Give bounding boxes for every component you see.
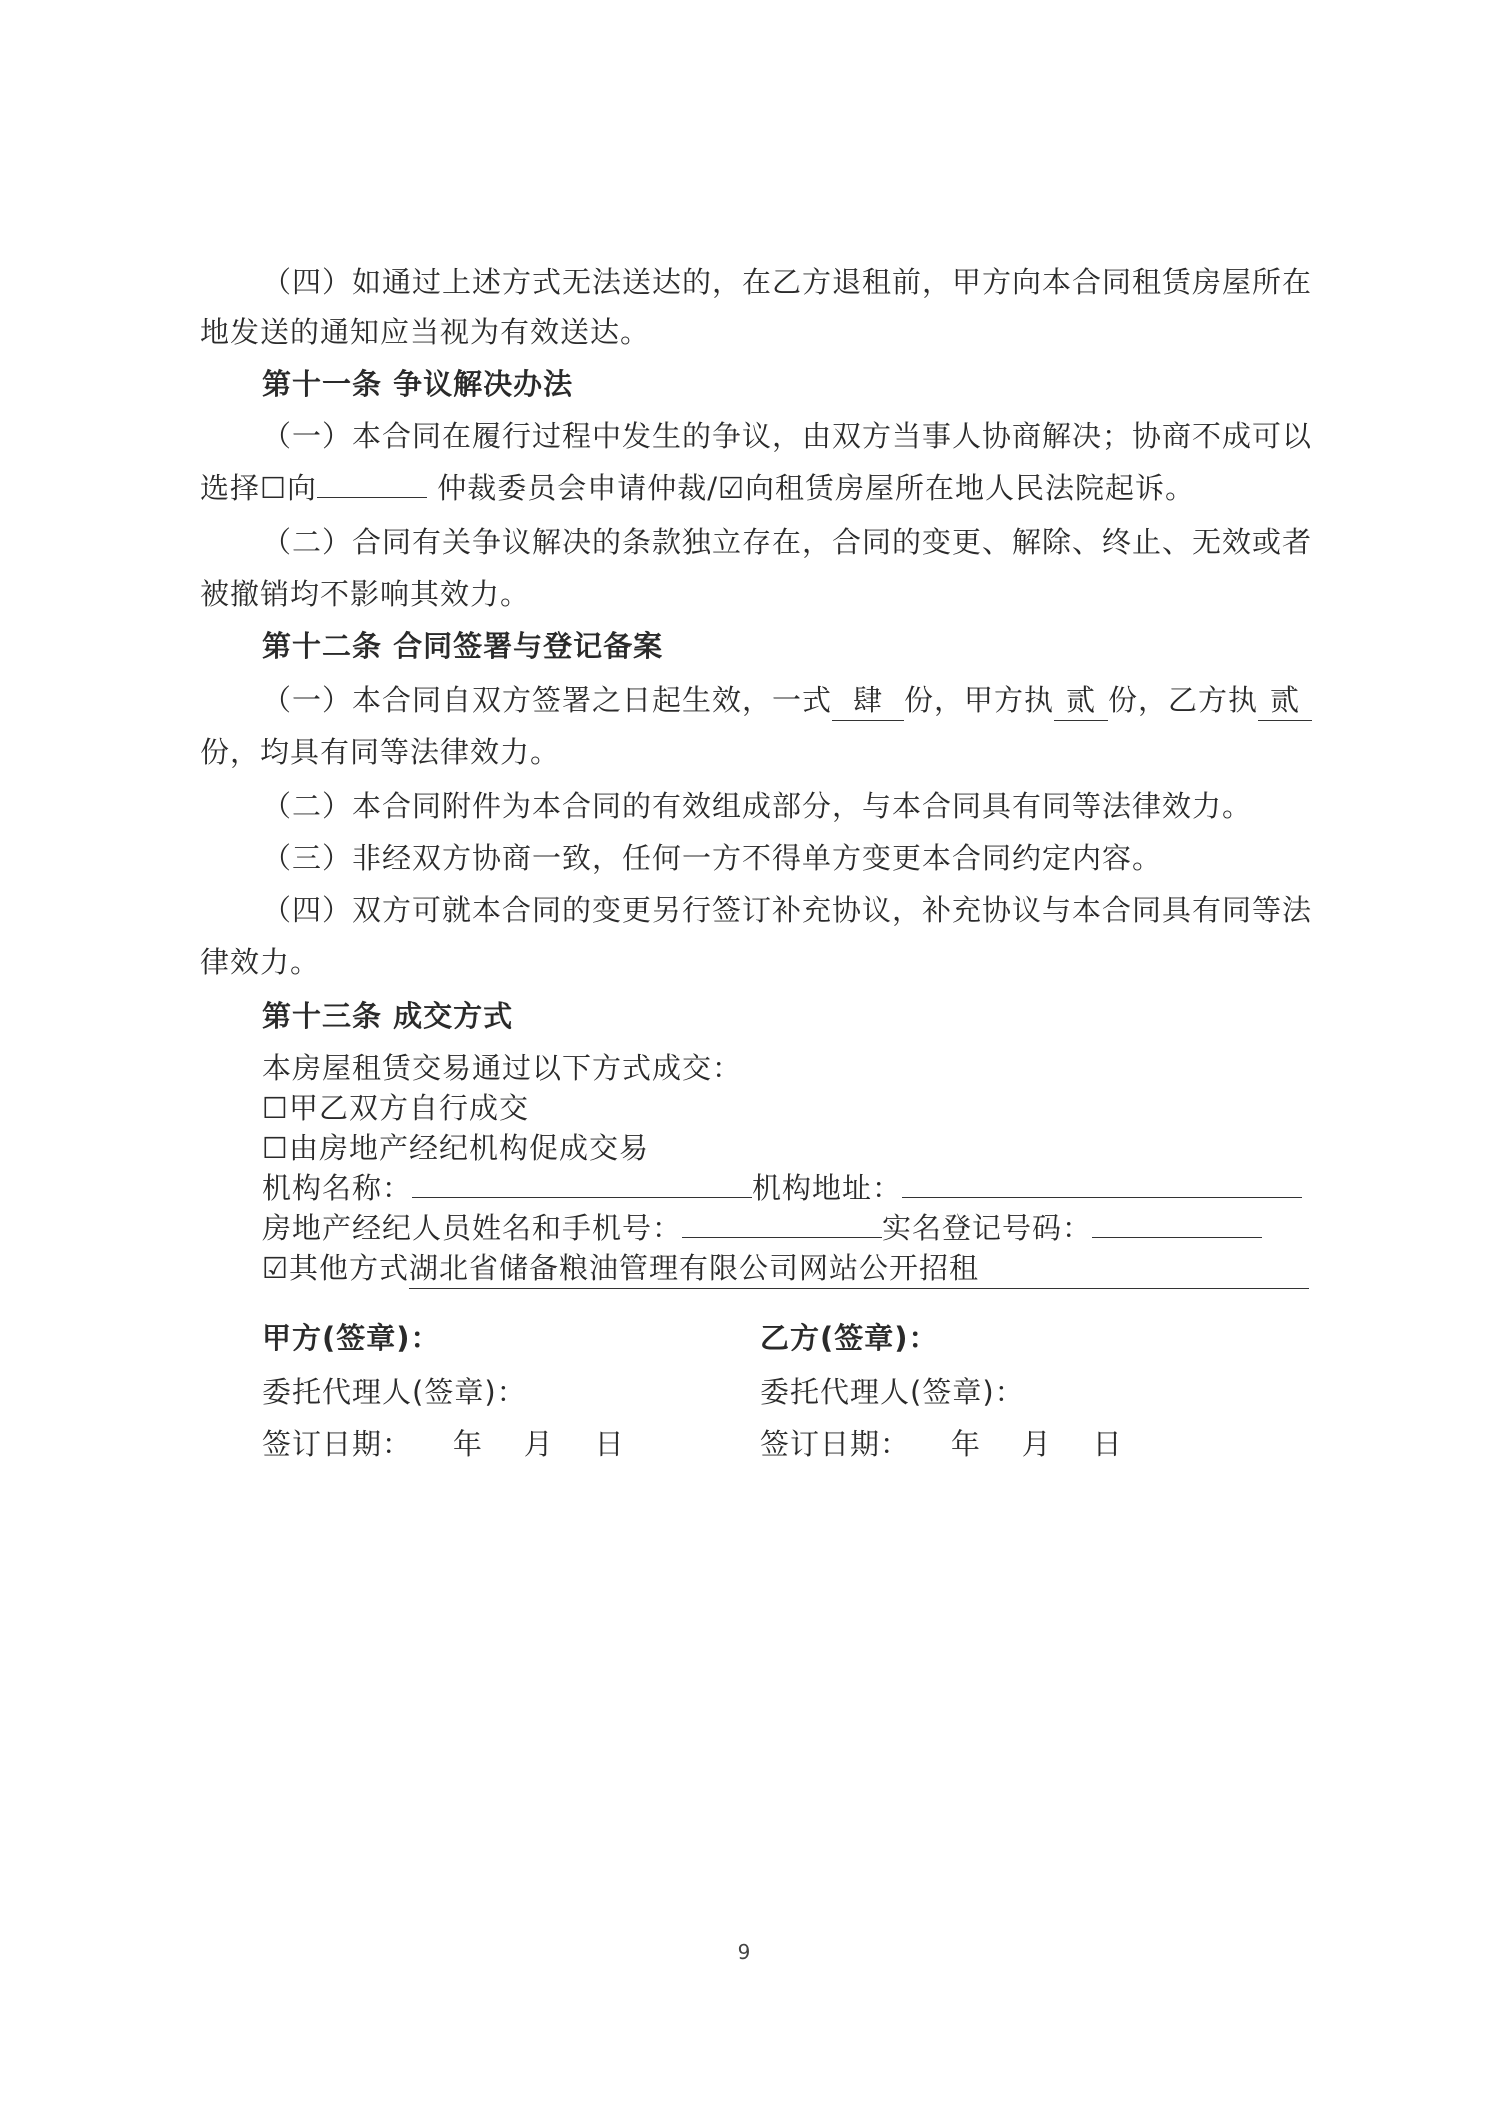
section10-item4-line2: 地发送的通知应当视为有效送达。	[200, 315, 651, 349]
party-a-copies-value: 贰	[1054, 680, 1108, 721]
section13-heading: 第十三条 成交方式	[262, 999, 514, 1033]
section12-item3: （三）非经双方协商一致，任何一方不得单方变更本合同约定内容。	[262, 841, 1163, 875]
page-number: 9	[737, 1940, 751, 1964]
other-method-row	[262, 1248, 1309, 1289]
agency-address-label: 机构地址：	[752, 1171, 903, 1205]
agency-address-value	[902, 1197, 1302, 1198]
section11-item2-line1: （二）合同有关争议解决的条款独立存在，合同的变更、解除、终止、无效或者	[262, 525, 1313, 559]
other-method-label: ☑其他方式	[262, 1251, 409, 1285]
party-a-signature-label: 甲方(签章)：	[262, 1321, 441, 1355]
section12-item1-line1	[262, 680, 1310, 721]
total-copies-value: 肆	[832, 680, 904, 721]
party-b-date-label: 签订日期： 年 月 日	[760, 1427, 1123, 1461]
party-a-agent-label: 委托代理人(签章)：	[262, 1375, 527, 1409]
section10-item4-line1: （四）如通过上述方式无法送达的，在乙方退租前，甲方向本合同租赁房屋所在	[262, 265, 1313, 299]
agent-label: 房地产经纪人员姓名和手机号：	[262, 1211, 683, 1245]
agency-name-row	[262, 1168, 1302, 1208]
agent-row	[262, 1208, 1262, 1248]
section12-heading: 第十二条 合同签署与登记备案	[262, 629, 664, 663]
agent-value	[682, 1237, 882, 1238]
party-b-copies-value: 贰	[1258, 680, 1312, 721]
section13-option-self: ☐甲乙双方自行成交	[262, 1091, 529, 1125]
arbitration-committee-blank	[317, 497, 427, 498]
registration-value	[1092, 1237, 1262, 1238]
section12-item1-line2: 份，均具有同等法律效力。	[200, 735, 561, 769]
party-b-agent-label: 委托代理人(签章)：	[760, 1375, 1025, 1409]
other-method-value: 湖北省储备粮油管理有限公司网站公开招租	[409, 1248, 1309, 1289]
section11-item2-line2: 被撤销均不影响其效力。	[200, 577, 531, 611]
section11-item1-line2-a: 选择☐向	[200, 471, 317, 505]
section11-item1-line2	[200, 468, 1310, 508]
section12-item1-a: （一）本合同自双方签署之日起生效，一式	[262, 683, 833, 717]
agency-name-value	[412, 1197, 752, 1198]
agency-name-label: 机构名称：	[262, 1171, 413, 1205]
registration-label: 实名登记号码：	[882, 1211, 1093, 1245]
party-b-signature-label: 乙方(签章)：	[760, 1321, 939, 1355]
section11-heading: 第十一条 争议解决办法	[262, 367, 574, 401]
party-a-date-label: 签订日期： 年 月 日	[262, 1427, 625, 1461]
section11-item1-line1: （一）本合同在履行过程中发生的争议，由双方当事人协商解决；协商不成可以	[262, 419, 1313, 453]
section13-intro: 本房屋租赁交易通过以下方式成交：	[262, 1051, 743, 1085]
section12-item1-c: 份，乙方执	[1108, 683, 1259, 717]
section12-item4-line1: （四）双方可就本合同的变更另行签订补充协议，补充协议与本合同具有同等法	[262, 893, 1313, 927]
section12-item2: （二）本合同附件为本合同的有效组成部分，与本合同具有同等法律效力。	[262, 789, 1253, 823]
section11-item1-line2-b: 仲裁委员会申请仲裁/☑向租赁房屋所在地人民法院起诉。	[437, 471, 1195, 505]
section13-option-agency: ☐由房地产经纪机构促成交易	[262, 1131, 649, 1165]
section12-item1-b: 份，甲方执	[904, 683, 1055, 717]
section12-item4-line2: 律效力。	[200, 945, 321, 979]
